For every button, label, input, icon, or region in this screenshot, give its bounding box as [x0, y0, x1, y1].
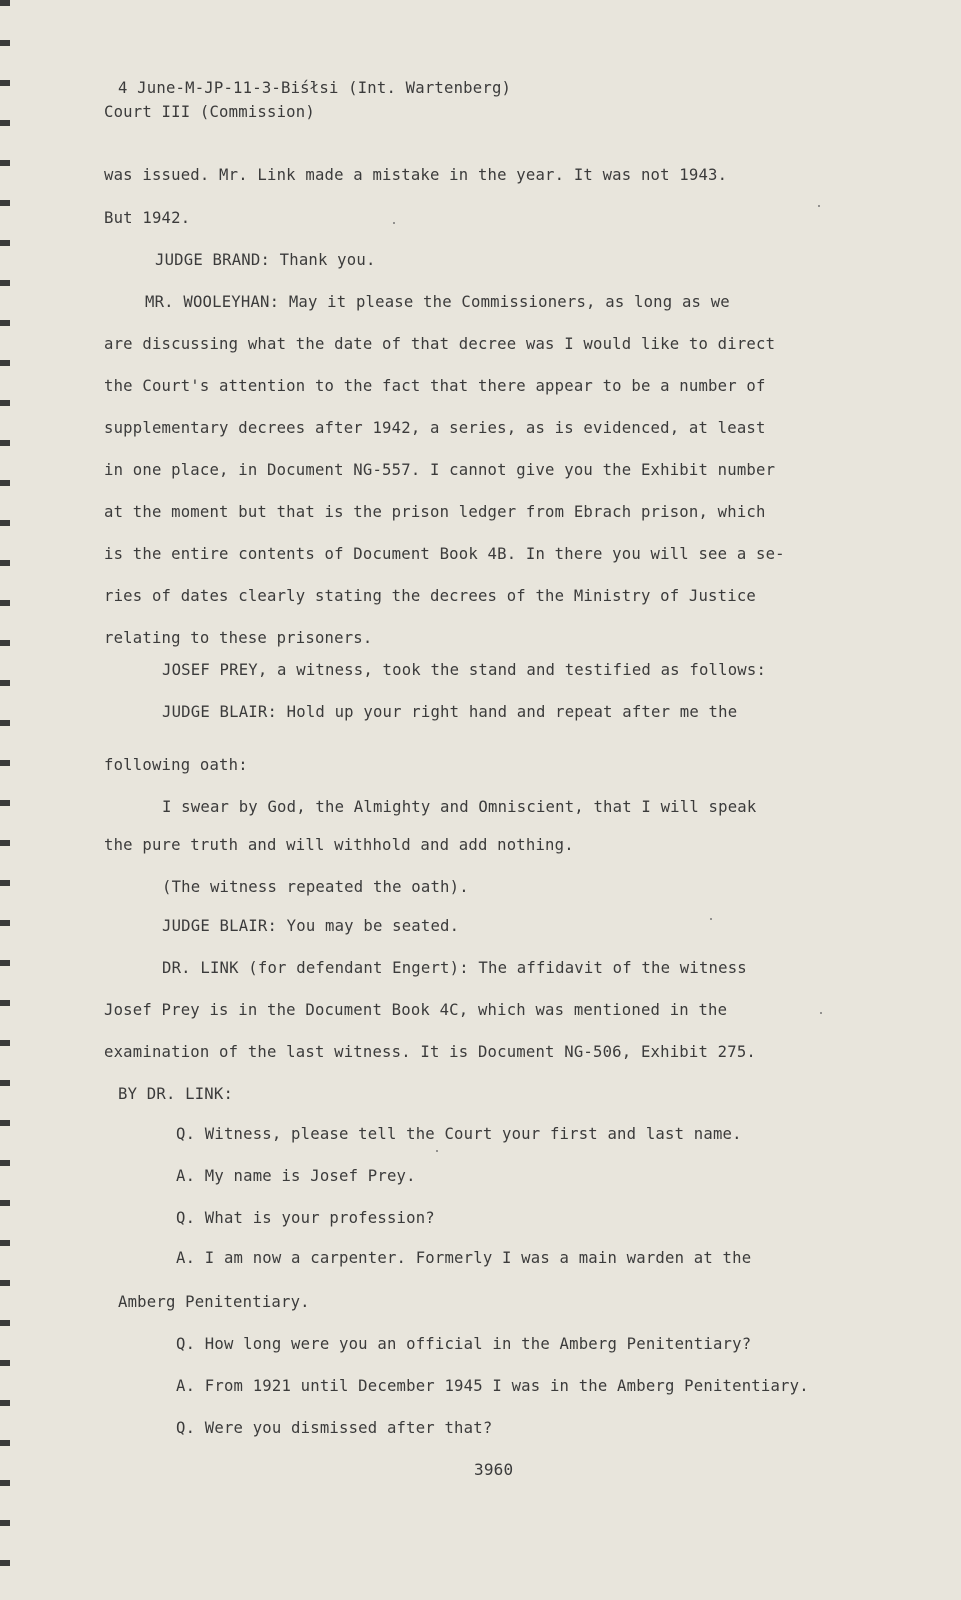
text-line: But 1942.: [104, 209, 191, 227]
header-line-2: Court III (Commission): [104, 103, 315, 121]
text-line: is the entire contents of Document Book 4B. In there you will see a se-: [104, 545, 785, 563]
text-line: ries of dates clearly stating the decrees of the Ministry of Justice: [104, 587, 756, 605]
text-line: following oath:: [104, 756, 248, 774]
paper-speck: [710, 918, 712, 920]
text-line: (The witness repeated the oath).: [162, 878, 469, 896]
text-line: MR. WOOLEYHAN: May it please the Commissioners, as long as we: [145, 293, 730, 311]
binding-edge: [0, 0, 10, 1600]
text-line: the pure truth and will withhold and add nothing.: [104, 836, 574, 854]
text-line: JUDGE BLAIR: Hold up your right hand and repeat after me the: [162, 703, 738, 721]
text-line: Amberg Penitentiary.: [118, 1293, 310, 1311]
text-line: JOSEF PREY, a witness, took the stand and testified as follows:: [162, 661, 767, 679]
text-line: the Court's attention to the fact that there appear to be a number of: [104, 377, 766, 395]
page-number: 3960: [474, 1460, 514, 1479]
text-line: DR. LINK (for defendant Engert): The affidavit of the witness: [162, 959, 747, 977]
text-line: Q. How long were you an official in the Amberg Penitentiary?: [176, 1335, 752, 1353]
text-line: JUDGE BRAND: Thank you.: [155, 251, 376, 269]
text-line: was issued. Mr. Link made a mistake in the year. It was not 1943.: [104, 166, 728, 184]
text-line: I swear by God, the Almighty and Omniscient, that I will speak: [162, 798, 757, 816]
header-line-1: 4 June-M-JP-11-3-Biśłsi (Int. Wartenberg): [118, 79, 512, 97]
paper-speck: [820, 1012, 822, 1014]
text-line: relating to these prisoners.: [104, 629, 373, 647]
text-line: Q. Witness, please tell the Court your first and last name.: [176, 1125, 742, 1143]
text-line: at the moment but that is the prison ledger from Ebrach prison, which: [104, 503, 766, 521]
text-line: A. I am now a carpenter. Formerly I was a main warden at the: [176, 1249, 752, 1267]
text-line: Q. What is your profession?: [176, 1209, 435, 1227]
paper-speck: [393, 222, 395, 224]
text-line: A. My name is Josef Prey.: [176, 1167, 416, 1185]
text-line: Josef Prey is in the Document Book 4C, which was mentioned in the: [104, 1001, 728, 1019]
text-line: examination of the last witness. It is Document NG-506, Exhibit 275.: [104, 1043, 756, 1061]
paper-speck: [818, 205, 820, 207]
paper-speck: [436, 1150, 438, 1152]
text-line: in one place, in Document NG-557. I cannot give you the Exhibit number: [104, 461, 776, 479]
text-line: A. From 1921 until December 1945 I was in the Amberg Penitentiary.: [176, 1377, 809, 1395]
text-line: Q. Were you dismissed after that?: [176, 1419, 493, 1437]
text-line: JUDGE BLAIR: You may be seated.: [162, 917, 460, 935]
text-line: BY DR. LINK:: [118, 1085, 234, 1103]
text-line: supplementary decrees after 1942, a series, as is evidenced, at least: [104, 419, 766, 437]
text-line: are discussing what the date of that decree was I would like to direct: [104, 335, 776, 353]
